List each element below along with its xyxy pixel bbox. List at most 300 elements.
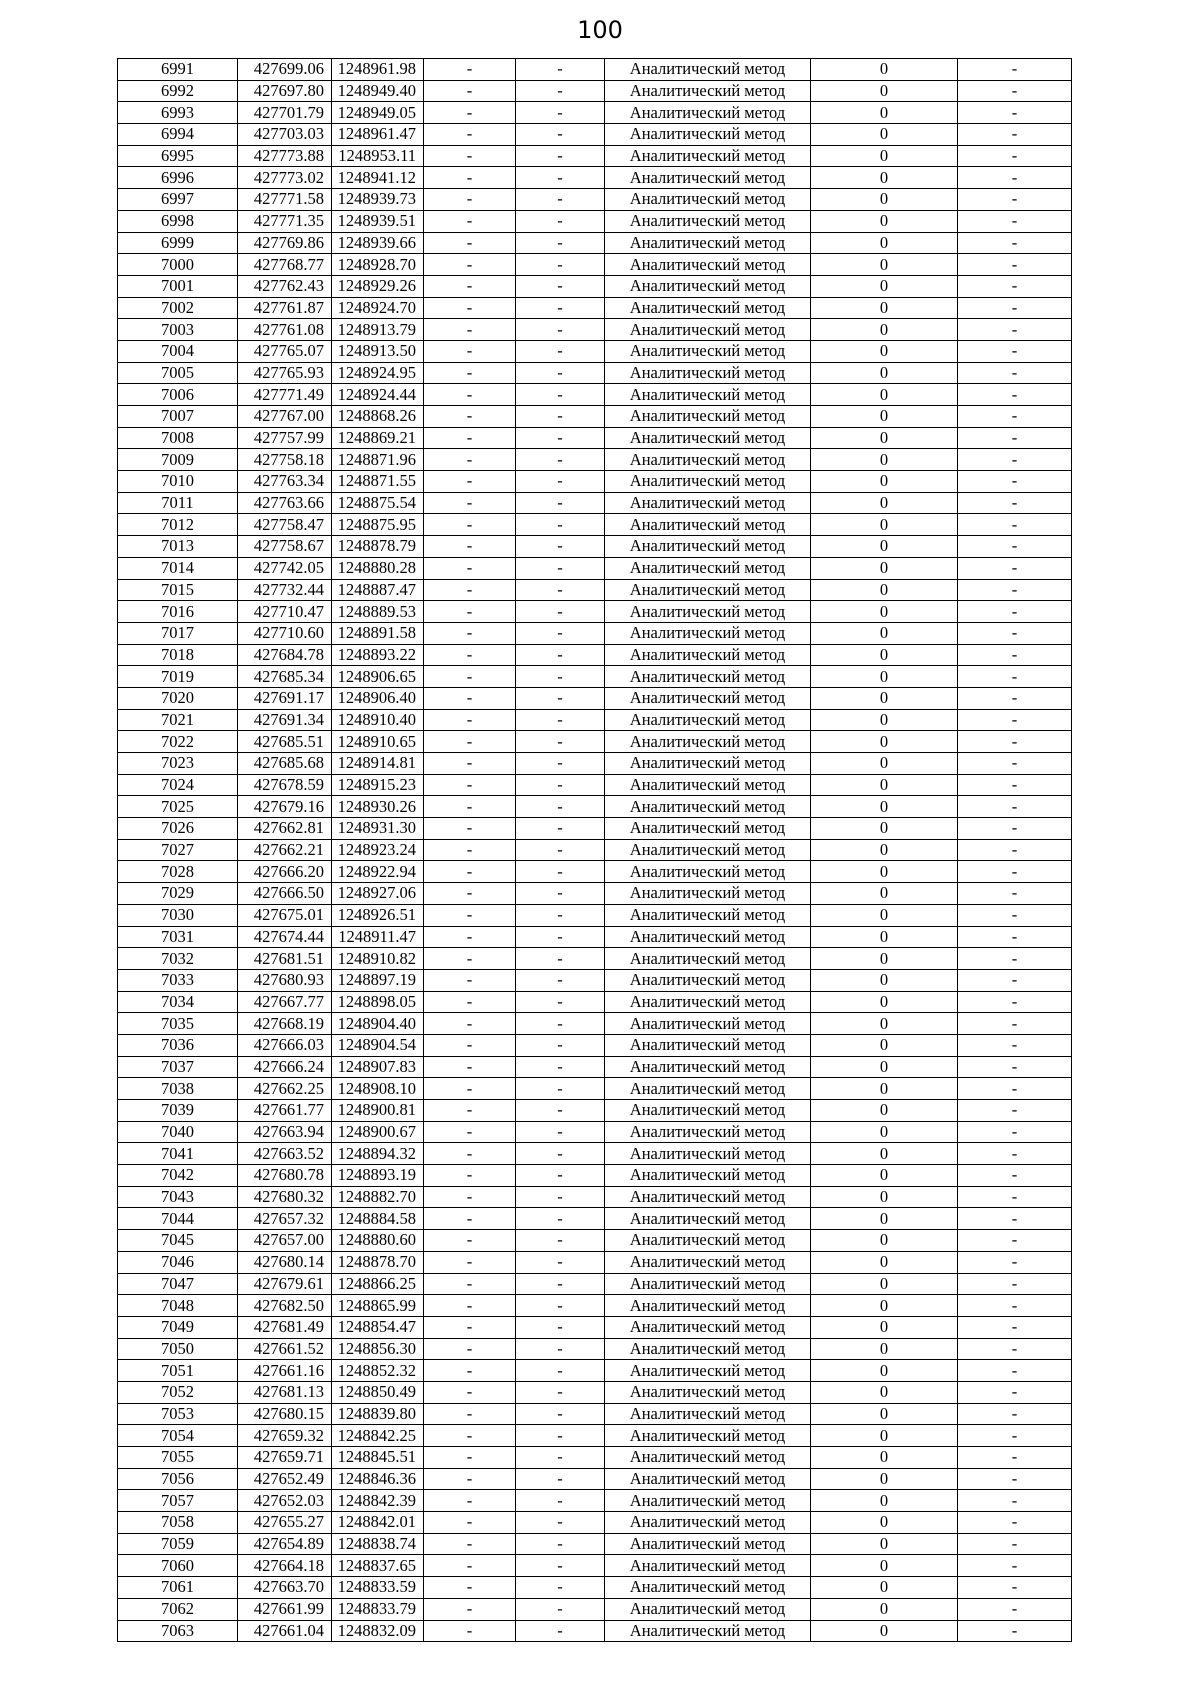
x-coordinate-cell: 427771.58 xyxy=(238,189,332,211)
y-coordinate-cell: 1248939.66 xyxy=(332,232,424,254)
y-coordinate-cell: 1248842.25 xyxy=(332,1425,424,1447)
empty-value-cell: - xyxy=(516,1273,605,1295)
empty-value-cell: - xyxy=(516,1078,605,1100)
empty-value-cell: - xyxy=(424,1533,516,1555)
empty-value-cell: - xyxy=(958,644,1072,666)
y-coordinate-cell: 1248953.11 xyxy=(332,145,424,167)
empty-value-cell: - xyxy=(958,1273,1072,1295)
x-coordinate-cell: 427773.88 xyxy=(238,145,332,167)
empty-value-cell: - xyxy=(958,406,1072,428)
error-value-cell: 0 xyxy=(811,1121,958,1143)
point-number-cell: 7033 xyxy=(118,969,238,991)
error-value-cell: 0 xyxy=(811,774,958,796)
point-number-cell: 7015 xyxy=(118,579,238,601)
error-value-cell: 0 xyxy=(811,1360,958,1382)
y-coordinate-cell: 1248891.58 xyxy=(332,622,424,644)
table-row xyxy=(118,1121,1072,1143)
method-cell: Аналитический метод xyxy=(605,449,811,471)
table-row xyxy=(118,384,1072,406)
empty-value-cell: - xyxy=(958,1403,1072,1425)
method-cell: Аналитический метод xyxy=(605,1165,811,1187)
y-coordinate-cell: 1248898.05 xyxy=(332,991,424,1013)
empty-value-cell: - xyxy=(424,861,516,883)
x-coordinate-cell: 427680.15 xyxy=(238,1403,332,1425)
empty-value-cell: - xyxy=(424,1577,516,1599)
point-number-cell: 6997 xyxy=(118,189,238,211)
point-number-cell: 7054 xyxy=(118,1425,238,1447)
method-cell: Аналитический метод xyxy=(605,904,811,926)
table-row xyxy=(118,1273,1072,1295)
empty-value-cell: - xyxy=(958,1186,1072,1208)
y-coordinate-cell: 1248897.19 xyxy=(332,969,424,991)
error-value-cell: 0 xyxy=(811,297,958,319)
table-row xyxy=(118,1208,1072,1230)
table-row xyxy=(118,666,1072,688)
empty-value-cell: - xyxy=(424,124,516,146)
x-coordinate-cell: 427666.03 xyxy=(238,1034,332,1056)
empty-value-cell: - xyxy=(424,59,516,81)
x-coordinate-cell: 427664.18 xyxy=(238,1555,332,1577)
point-number-cell: 7050 xyxy=(118,1338,238,1360)
empty-value-cell: - xyxy=(516,731,605,753)
table-row xyxy=(118,687,1072,709)
x-coordinate-cell: 427663.52 xyxy=(238,1143,332,1165)
error-value-cell: 0 xyxy=(811,406,958,428)
empty-value-cell: - xyxy=(424,687,516,709)
method-cell: Аналитический метод xyxy=(605,536,811,558)
x-coordinate-cell: 427666.24 xyxy=(238,1056,332,1078)
x-coordinate-cell: 427732.44 xyxy=(238,579,332,601)
empty-value-cell: - xyxy=(958,557,1072,579)
empty-value-cell: - xyxy=(516,1447,605,1469)
table-row xyxy=(118,1577,1072,1599)
point-number-cell: 6991 xyxy=(118,59,238,81)
empty-value-cell: - xyxy=(424,1447,516,1469)
empty-value-cell: - xyxy=(516,102,605,124)
empty-value-cell: - xyxy=(516,557,605,579)
empty-value-cell: - xyxy=(958,753,1072,775)
empty-value-cell: - xyxy=(424,1273,516,1295)
table-row xyxy=(118,167,1072,189)
y-coordinate-cell: 1248893.22 xyxy=(332,644,424,666)
x-coordinate-cell: 427765.93 xyxy=(238,362,332,384)
error-value-cell: 0 xyxy=(811,492,958,514)
error-value-cell: 0 xyxy=(811,1165,958,1187)
table-row xyxy=(118,883,1072,905)
x-coordinate-cell: 427657.00 xyxy=(238,1230,332,1252)
method-cell: Аналитический метод xyxy=(605,1230,811,1252)
empty-value-cell: - xyxy=(516,536,605,558)
empty-value-cell: - xyxy=(958,1165,1072,1187)
method-cell: Аналитический метод xyxy=(605,969,811,991)
empty-value-cell: - xyxy=(516,254,605,276)
x-coordinate-cell: 427675.01 xyxy=(238,904,332,926)
x-coordinate-cell: 427710.47 xyxy=(238,601,332,623)
table-row xyxy=(118,1186,1072,1208)
error-value-cell: 0 xyxy=(811,904,958,926)
point-number-cell: 7056 xyxy=(118,1468,238,1490)
x-coordinate-cell: 427771.35 xyxy=(238,210,332,232)
point-number-cell: 7059 xyxy=(118,1533,238,1555)
point-number-cell: 6992 xyxy=(118,80,238,102)
table-row xyxy=(118,948,1072,970)
error-value-cell: 0 xyxy=(811,362,958,384)
method-cell: Аналитический метод xyxy=(605,687,811,709)
table-row xyxy=(118,471,1072,493)
method-cell: Аналитический метод xyxy=(605,189,811,211)
x-coordinate-cell: 427762.43 xyxy=(238,275,332,297)
table-row xyxy=(118,1338,1072,1360)
table-row xyxy=(118,1403,1072,1425)
empty-value-cell: - xyxy=(424,1078,516,1100)
empty-value-cell: - xyxy=(516,1381,605,1403)
method-cell: Аналитический метод xyxy=(605,926,811,948)
method-cell: Аналитический метод xyxy=(605,1251,811,1273)
x-coordinate-cell: 427662.81 xyxy=(238,818,332,840)
empty-value-cell: - xyxy=(424,514,516,536)
error-value-cell: 0 xyxy=(811,948,958,970)
y-coordinate-cell: 1248889.53 xyxy=(332,601,424,623)
error-value-cell: 0 xyxy=(811,1577,958,1599)
empty-value-cell: - xyxy=(516,319,605,341)
error-value-cell: 0 xyxy=(811,1425,958,1447)
x-coordinate-cell: 427691.17 xyxy=(238,687,332,709)
y-coordinate-cell: 1248922.94 xyxy=(332,861,424,883)
error-value-cell: 0 xyxy=(811,796,958,818)
method-cell: Аналитический метод xyxy=(605,1512,811,1534)
empty-value-cell: - xyxy=(424,536,516,558)
error-value-cell: 0 xyxy=(811,1316,958,1338)
empty-value-cell: - xyxy=(958,1013,1072,1035)
x-coordinate-cell: 427742.05 xyxy=(238,557,332,579)
error-value-cell: 0 xyxy=(811,1186,958,1208)
empty-value-cell: - xyxy=(516,753,605,775)
empty-value-cell: - xyxy=(958,991,1072,1013)
error-value-cell: 0 xyxy=(811,449,958,471)
empty-value-cell: - xyxy=(958,1100,1072,1122)
empty-value-cell: - xyxy=(958,1230,1072,1252)
empty-value-cell: - xyxy=(516,969,605,991)
method-cell: Аналитический метод xyxy=(605,1425,811,1447)
point-number-cell: 6999 xyxy=(118,232,238,254)
x-coordinate-cell: 427667.77 xyxy=(238,991,332,1013)
table-row xyxy=(118,818,1072,840)
point-number-cell: 7055 xyxy=(118,1447,238,1469)
y-coordinate-cell: 1248939.73 xyxy=(332,189,424,211)
y-coordinate-cell: 1248837.65 xyxy=(332,1555,424,1577)
y-coordinate-cell: 1248924.95 xyxy=(332,362,424,384)
point-number-cell: 7042 xyxy=(118,1165,238,1187)
method-cell: Аналитический метод xyxy=(605,1208,811,1230)
empty-value-cell: - xyxy=(958,969,1072,991)
empty-value-cell: - xyxy=(516,796,605,818)
method-cell: Аналитический метод xyxy=(605,319,811,341)
empty-value-cell: - xyxy=(958,1490,1072,1512)
error-value-cell: 0 xyxy=(811,601,958,623)
empty-value-cell: - xyxy=(516,1555,605,1577)
method-cell: Аналитический метод xyxy=(605,124,811,146)
empty-value-cell: - xyxy=(516,991,605,1013)
method-cell: Аналитический метод xyxy=(605,1533,811,1555)
empty-value-cell: - xyxy=(958,427,1072,449)
empty-value-cell: - xyxy=(424,1316,516,1338)
empty-value-cell: - xyxy=(516,839,605,861)
empty-value-cell: - xyxy=(958,59,1072,81)
empty-value-cell: - xyxy=(516,471,605,493)
x-coordinate-cell: 427679.16 xyxy=(238,796,332,818)
x-coordinate-cell: 427663.94 xyxy=(238,1121,332,1143)
y-coordinate-cell: 1248850.49 xyxy=(332,1381,424,1403)
empty-value-cell: - xyxy=(424,883,516,905)
table-row xyxy=(118,189,1072,211)
empty-value-cell: - xyxy=(516,1338,605,1360)
empty-value-cell: - xyxy=(958,210,1072,232)
error-value-cell: 0 xyxy=(811,1295,958,1317)
empty-value-cell: - xyxy=(958,1295,1072,1317)
point-number-cell: 7044 xyxy=(118,1208,238,1230)
method-cell: Аналитический метод xyxy=(605,1143,811,1165)
point-number-cell: 7027 xyxy=(118,839,238,861)
point-number-cell: 7048 xyxy=(118,1295,238,1317)
y-coordinate-cell: 1248913.50 xyxy=(332,340,424,362)
y-coordinate-cell: 1248856.30 xyxy=(332,1338,424,1360)
empty-value-cell: - xyxy=(516,1165,605,1187)
y-coordinate-cell: 1248869.21 xyxy=(332,427,424,449)
empty-value-cell: - xyxy=(424,427,516,449)
empty-value-cell: - xyxy=(424,1403,516,1425)
empty-value-cell: - xyxy=(958,362,1072,384)
method-cell: Аналитический метод xyxy=(605,1273,811,1295)
empty-value-cell: - xyxy=(958,319,1072,341)
point-number-cell: 7002 xyxy=(118,297,238,319)
empty-value-cell: - xyxy=(516,1013,605,1035)
y-coordinate-cell: 1248961.98 xyxy=(332,59,424,81)
y-coordinate-cell: 1248928.70 xyxy=(332,254,424,276)
error-value-cell: 0 xyxy=(811,1338,958,1360)
empty-value-cell: - xyxy=(516,406,605,428)
y-coordinate-cell: 1248906.65 xyxy=(332,666,424,688)
empty-value-cell: - xyxy=(424,601,516,623)
point-number-cell: 7023 xyxy=(118,753,238,775)
error-value-cell: 0 xyxy=(811,839,958,861)
empty-value-cell: - xyxy=(516,59,605,81)
empty-value-cell: - xyxy=(958,536,1072,558)
y-coordinate-cell: 1248908.10 xyxy=(332,1078,424,1100)
empty-value-cell: - xyxy=(958,1143,1072,1165)
empty-value-cell: - xyxy=(958,1381,1072,1403)
table-row xyxy=(118,1165,1072,1187)
empty-value-cell: - xyxy=(424,362,516,384)
empty-value-cell: - xyxy=(424,1186,516,1208)
error-value-cell: 0 xyxy=(811,1208,958,1230)
empty-value-cell: - xyxy=(424,275,516,297)
x-coordinate-cell: 427757.99 xyxy=(238,427,332,449)
empty-value-cell: - xyxy=(424,232,516,254)
empty-value-cell: - xyxy=(958,1577,1072,1599)
y-coordinate-cell: 1248904.40 xyxy=(332,1013,424,1035)
x-coordinate-cell: 427661.52 xyxy=(238,1338,332,1360)
x-coordinate-cell: 427655.27 xyxy=(238,1512,332,1534)
empty-value-cell: - xyxy=(424,969,516,991)
method-cell: Аналитический метод xyxy=(605,601,811,623)
point-number-cell: 7017 xyxy=(118,622,238,644)
table-row xyxy=(118,275,1072,297)
table-row xyxy=(118,492,1072,514)
table-row xyxy=(118,1360,1072,1382)
point-number-cell: 7018 xyxy=(118,644,238,666)
error-value-cell: 0 xyxy=(811,59,958,81)
x-coordinate-cell: 427765.07 xyxy=(238,340,332,362)
error-value-cell: 0 xyxy=(811,644,958,666)
error-value-cell: 0 xyxy=(811,666,958,688)
empty-value-cell: - xyxy=(424,340,516,362)
x-coordinate-cell: 427662.21 xyxy=(238,839,332,861)
point-number-cell: 7007 xyxy=(118,406,238,428)
empty-value-cell: - xyxy=(958,1512,1072,1534)
point-number-cell: 7057 xyxy=(118,1490,238,1512)
empty-value-cell: - xyxy=(424,1338,516,1360)
empty-value-cell: - xyxy=(516,1512,605,1534)
point-number-cell: 7028 xyxy=(118,861,238,883)
x-coordinate-cell: 427773.02 xyxy=(238,167,332,189)
empty-value-cell: - xyxy=(958,904,1072,926)
empty-value-cell: - xyxy=(958,514,1072,536)
table-row xyxy=(118,406,1072,428)
error-value-cell: 0 xyxy=(811,1273,958,1295)
y-coordinate-cell: 1248839.80 xyxy=(332,1403,424,1425)
empty-value-cell: - xyxy=(424,796,516,818)
x-coordinate-cell: 427652.49 xyxy=(238,1468,332,1490)
x-coordinate-cell: 427674.44 xyxy=(238,926,332,948)
error-value-cell: 0 xyxy=(811,210,958,232)
x-coordinate-cell: 427763.34 xyxy=(238,471,332,493)
empty-value-cell: - xyxy=(516,1533,605,1555)
y-coordinate-cell: 1248923.24 xyxy=(332,839,424,861)
empty-value-cell: - xyxy=(424,644,516,666)
empty-value-cell: - xyxy=(424,818,516,840)
error-value-cell: 0 xyxy=(811,1490,958,1512)
empty-value-cell: - xyxy=(516,1316,605,1338)
empty-value-cell: - xyxy=(424,319,516,341)
method-cell: Аналитический метод xyxy=(605,557,811,579)
method-cell: Аналитический метод xyxy=(605,275,811,297)
x-coordinate-cell: 427697.80 xyxy=(238,80,332,102)
table-row xyxy=(118,1078,1072,1100)
empty-value-cell: - xyxy=(516,1121,605,1143)
empty-value-cell: - xyxy=(424,709,516,731)
x-coordinate-cell: 427684.78 xyxy=(238,644,332,666)
point-number-cell: 6998 xyxy=(118,210,238,232)
empty-value-cell: - xyxy=(424,1034,516,1056)
x-coordinate-cell: 427771.49 xyxy=(238,384,332,406)
table-row xyxy=(118,210,1072,232)
x-coordinate-cell: 427663.70 xyxy=(238,1577,332,1599)
method-cell: Аналитический метод xyxy=(605,666,811,688)
table-row xyxy=(118,1100,1072,1122)
empty-value-cell: - xyxy=(424,904,516,926)
empty-value-cell: - xyxy=(424,731,516,753)
x-coordinate-cell: 427680.93 xyxy=(238,969,332,991)
y-coordinate-cell: 1248910.65 xyxy=(332,731,424,753)
x-coordinate-cell: 427680.78 xyxy=(238,1165,332,1187)
point-number-cell: 7006 xyxy=(118,384,238,406)
table-row xyxy=(118,1425,1072,1447)
empty-value-cell: - xyxy=(516,1251,605,1273)
table-row xyxy=(118,861,1072,883)
error-value-cell: 0 xyxy=(811,731,958,753)
x-coordinate-cell: 427661.16 xyxy=(238,1360,332,1382)
point-number-cell: 7063 xyxy=(118,1620,238,1642)
y-coordinate-cell: 1248842.01 xyxy=(332,1512,424,1534)
x-coordinate-cell: 427768.77 xyxy=(238,254,332,276)
empty-value-cell: - xyxy=(958,579,1072,601)
empty-value-cell: - xyxy=(516,601,605,623)
error-value-cell: 0 xyxy=(811,1013,958,1035)
point-number-cell: 7043 xyxy=(118,1186,238,1208)
x-coordinate-cell: 427691.34 xyxy=(238,709,332,731)
table-row xyxy=(118,232,1072,254)
empty-value-cell: - xyxy=(516,926,605,948)
error-value-cell: 0 xyxy=(811,319,958,341)
point-number-cell: 7061 xyxy=(118,1577,238,1599)
y-coordinate-cell: 1248914.81 xyxy=(332,753,424,775)
empty-value-cell: - xyxy=(958,102,1072,124)
empty-value-cell: - xyxy=(424,1381,516,1403)
empty-value-cell: - xyxy=(424,774,516,796)
empty-value-cell: - xyxy=(958,1056,1072,1078)
empty-value-cell: - xyxy=(958,124,1072,146)
x-coordinate-cell: 427680.32 xyxy=(238,1186,332,1208)
empty-value-cell: - xyxy=(958,1034,1072,1056)
table-row xyxy=(118,557,1072,579)
table-row xyxy=(118,80,1072,102)
method-cell: Аналитический метод xyxy=(605,753,811,775)
x-coordinate-cell: 427758.47 xyxy=(238,514,332,536)
point-number-cell: 7035 xyxy=(118,1013,238,1035)
x-coordinate-cell: 427681.51 xyxy=(238,948,332,970)
method-cell: Аналитический метод xyxy=(605,340,811,362)
y-coordinate-cell: 1248910.40 xyxy=(332,709,424,731)
point-number-cell: 7000 xyxy=(118,254,238,276)
method-cell: Аналитический метод xyxy=(605,1121,811,1143)
x-coordinate-cell: 427681.49 xyxy=(238,1316,332,1338)
empty-value-cell: - xyxy=(958,449,1072,471)
y-coordinate-cell: 1248842.39 xyxy=(332,1490,424,1512)
empty-value-cell: - xyxy=(958,254,1072,276)
empty-value-cell: - xyxy=(424,1425,516,1447)
empty-value-cell: - xyxy=(424,666,516,688)
error-value-cell: 0 xyxy=(811,1620,958,1642)
error-value-cell: 0 xyxy=(811,557,958,579)
table-row xyxy=(118,319,1072,341)
point-number-cell: 7046 xyxy=(118,1251,238,1273)
x-coordinate-cell: 427685.34 xyxy=(238,666,332,688)
empty-value-cell: - xyxy=(516,1577,605,1599)
empty-value-cell: - xyxy=(424,579,516,601)
table-row xyxy=(118,1447,1072,1469)
error-value-cell: 0 xyxy=(811,579,958,601)
method-cell: Аналитический метод xyxy=(605,796,811,818)
point-number-cell: 7016 xyxy=(118,601,238,623)
method-cell: Аналитический метод xyxy=(605,948,811,970)
error-value-cell: 0 xyxy=(811,80,958,102)
empty-value-cell: - xyxy=(424,210,516,232)
point-number-cell: 7058 xyxy=(118,1512,238,1534)
method-cell: Аналитический метод xyxy=(605,1447,811,1469)
empty-value-cell: - xyxy=(516,232,605,254)
method-cell: Аналитический метод xyxy=(605,709,811,731)
table-row xyxy=(118,601,1072,623)
